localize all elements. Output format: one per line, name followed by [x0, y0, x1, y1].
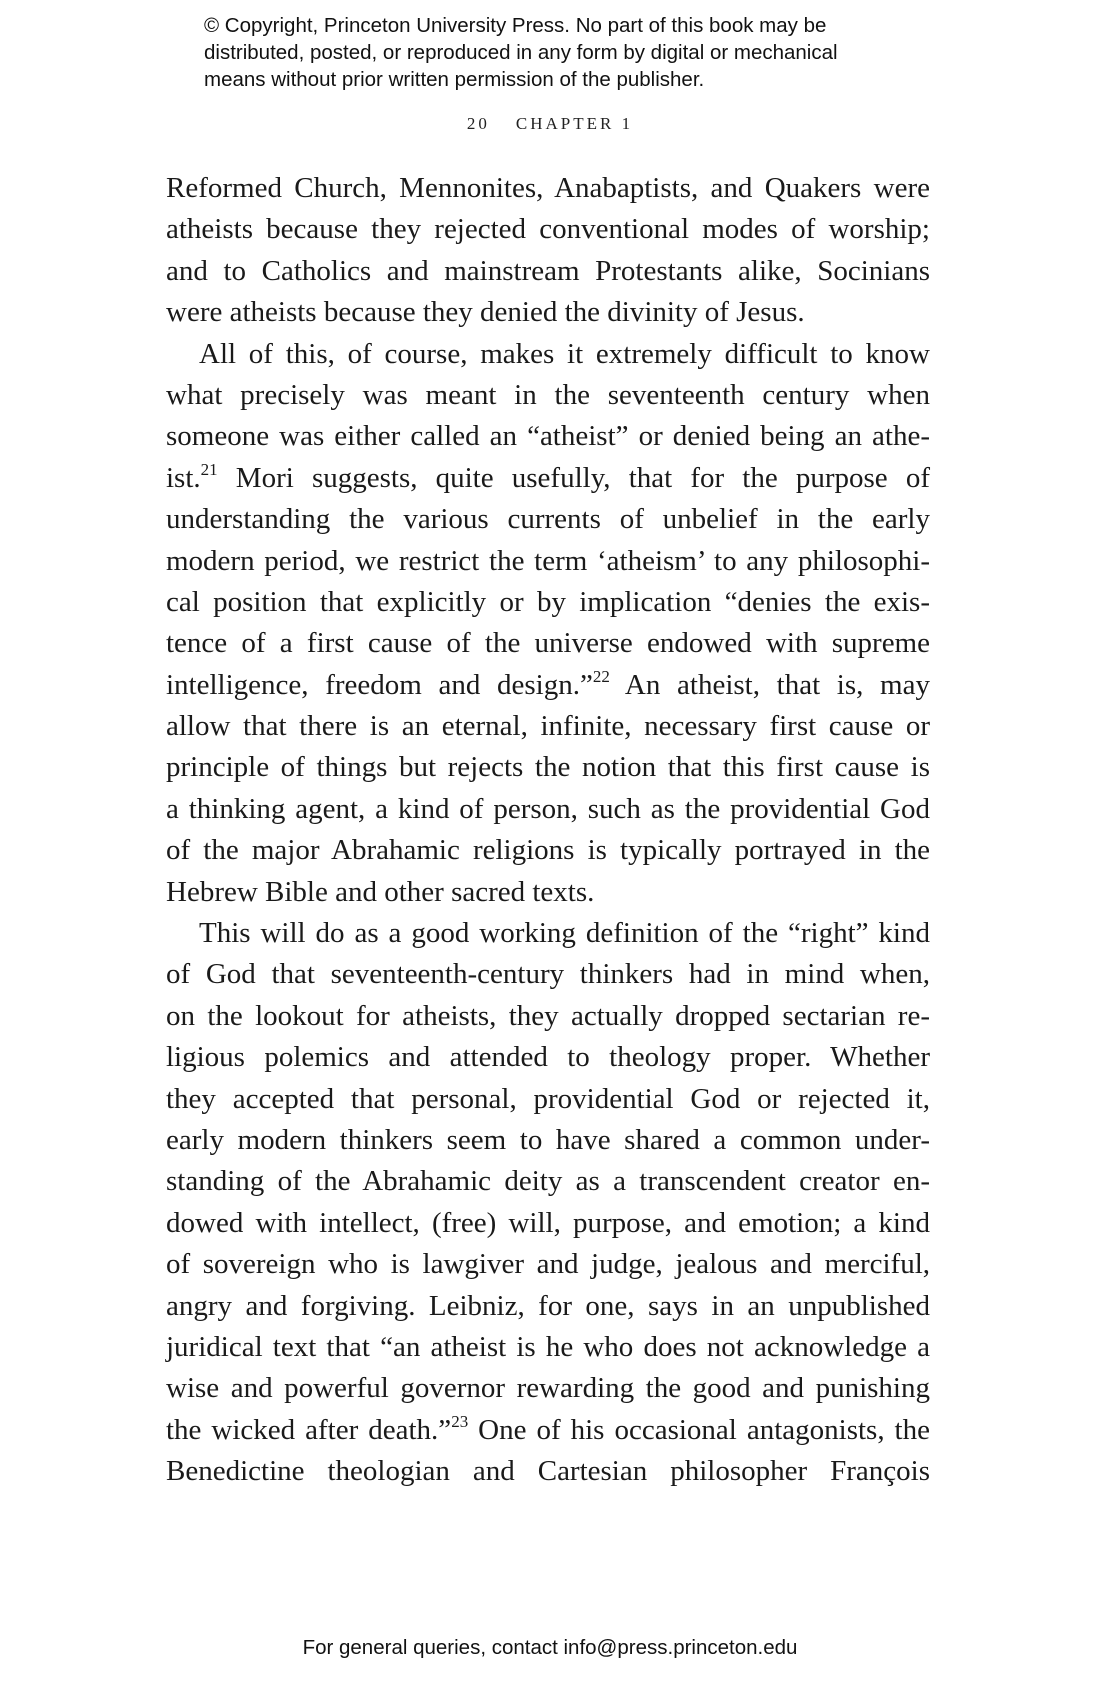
text-line: allow that there is an eternal, infinite, necessary first cause or: [166, 710, 930, 743]
footnote-ref-22[interactable]: 22: [592, 666, 610, 686]
text-line: All of this, of course, makes it extremely difficult to know: [199, 337, 930, 370]
text-line: of sovereign who is lawgiver and judge, jealous and merciful,: [166, 1248, 930, 1281]
text-line: cal position that explicitly or by implication “denies the exis-: [166, 585, 930, 618]
text-line: Hebrew Bible and other sacred texts.: [166, 875, 595, 908]
chapter-label: CHAPTER 1: [515, 114, 634, 133]
footnote-ref-23[interactable]: 23: [451, 1411, 469, 1431]
text-fragment: ist.: [166, 461, 201, 494]
text-line: of God that seventeenth-century thinkers had in mind when,: [166, 958, 930, 991]
text-line: [166, 665, 930, 706]
text-line: someone was either called an “atheist” or denied being an athe-: [166, 420, 930, 453]
copyright-line: means without prior written permission of the publisher.: [204, 68, 705, 91]
text-line: This will do as a good working definition of the “right” kind: [199, 917, 930, 950]
text-line: ligious polemics and attended to theology proper. Whether: [166, 1041, 930, 1074]
text-line: angry and forgiving. Leibniz, for one, says in an unpublished: [166, 1289, 930, 1322]
text-line: [166, 458, 930, 499]
copyright-notice: [204, 12, 964, 93]
text-line: wise and powerful governor rewarding the good and punishing: [166, 1372, 930, 1405]
text-line: dowed with intellect, (free) will, purpose, and emotion; a kind: [166, 1206, 930, 1239]
text-fragment: the wicked after death.”: [166, 1413, 452, 1446]
text-line: on the lookout for atheists, they actually dropped sectarian re-: [166, 999, 930, 1032]
text-line: [166, 1410, 930, 1451]
running-head: [0, 114, 1100, 134]
text-fragment: An atheist, that is, may: [609, 668, 930, 701]
text-line: what precisely was meant in the seventeenth century when: [166, 378, 930, 411]
text-line: Benedictine theologian and Cartesian philosopher François: [166, 1455, 930, 1488]
text-line: a thinking agent, a kind of person, such as the providential God: [166, 792, 930, 825]
text-line: understanding the various currents of unbelief in the early: [166, 503, 930, 536]
text-line: early modern thinkers seem to have shared a common under-: [166, 1123, 930, 1156]
page-number: 20: [466, 114, 490, 133]
text-line: juridical text that “an atheist is he who does not acknowledge a: [166, 1330, 930, 1363]
copyright-line: distributed, posted, or reproduced in any form by digital or mechanical: [204, 41, 838, 64]
footnote-ref-21[interactable]: 21: [200, 459, 218, 479]
text-line: Reformed Church, Mennonites, Anabaptists, and Quakers were: [166, 172, 930, 204]
text-line: they accepted that personal, providential God or rejected it,: [166, 1082, 930, 1115]
text-line: atheists because they rejected conventional modes of worship;: [166, 213, 930, 246]
text-line: standing of the Abrahamic deity as a transcendent creator en-: [166, 1165, 930, 1198]
text-line: were atheists because they denied the divinity of Jesus.: [166, 296, 805, 329]
text-line: principle of things but rejects the notion that this first cause is: [166, 751, 930, 784]
footer-contact: For general queries, contact info@press.princeton.edu: [302, 1636, 798, 1659]
body-text: [166, 168, 930, 1493]
text-line: of the major Abrahamic religions is typically portrayed in the: [166, 834, 930, 867]
text-fragment: Mori suggests, quite usefully, that for the purpose of: [217, 461, 930, 494]
copyright-line: © Copyright, Princeton University Press. No part of this book may be: [204, 14, 827, 37]
text-line: modern period, we restrict the term ‘atheism’ to any philosophi-: [166, 544, 930, 577]
text-line: tence of a first cause of the universe endowed with supreme: [166, 627, 930, 660]
text-fragment: intelligence, freedom and design.”: [166, 668, 593, 701]
text-fragment: One of his occasional antagonists, the: [468, 1413, 930, 1446]
text-line: and to Catholics and mainstream Protestants alike, Socinians: [166, 254, 930, 287]
